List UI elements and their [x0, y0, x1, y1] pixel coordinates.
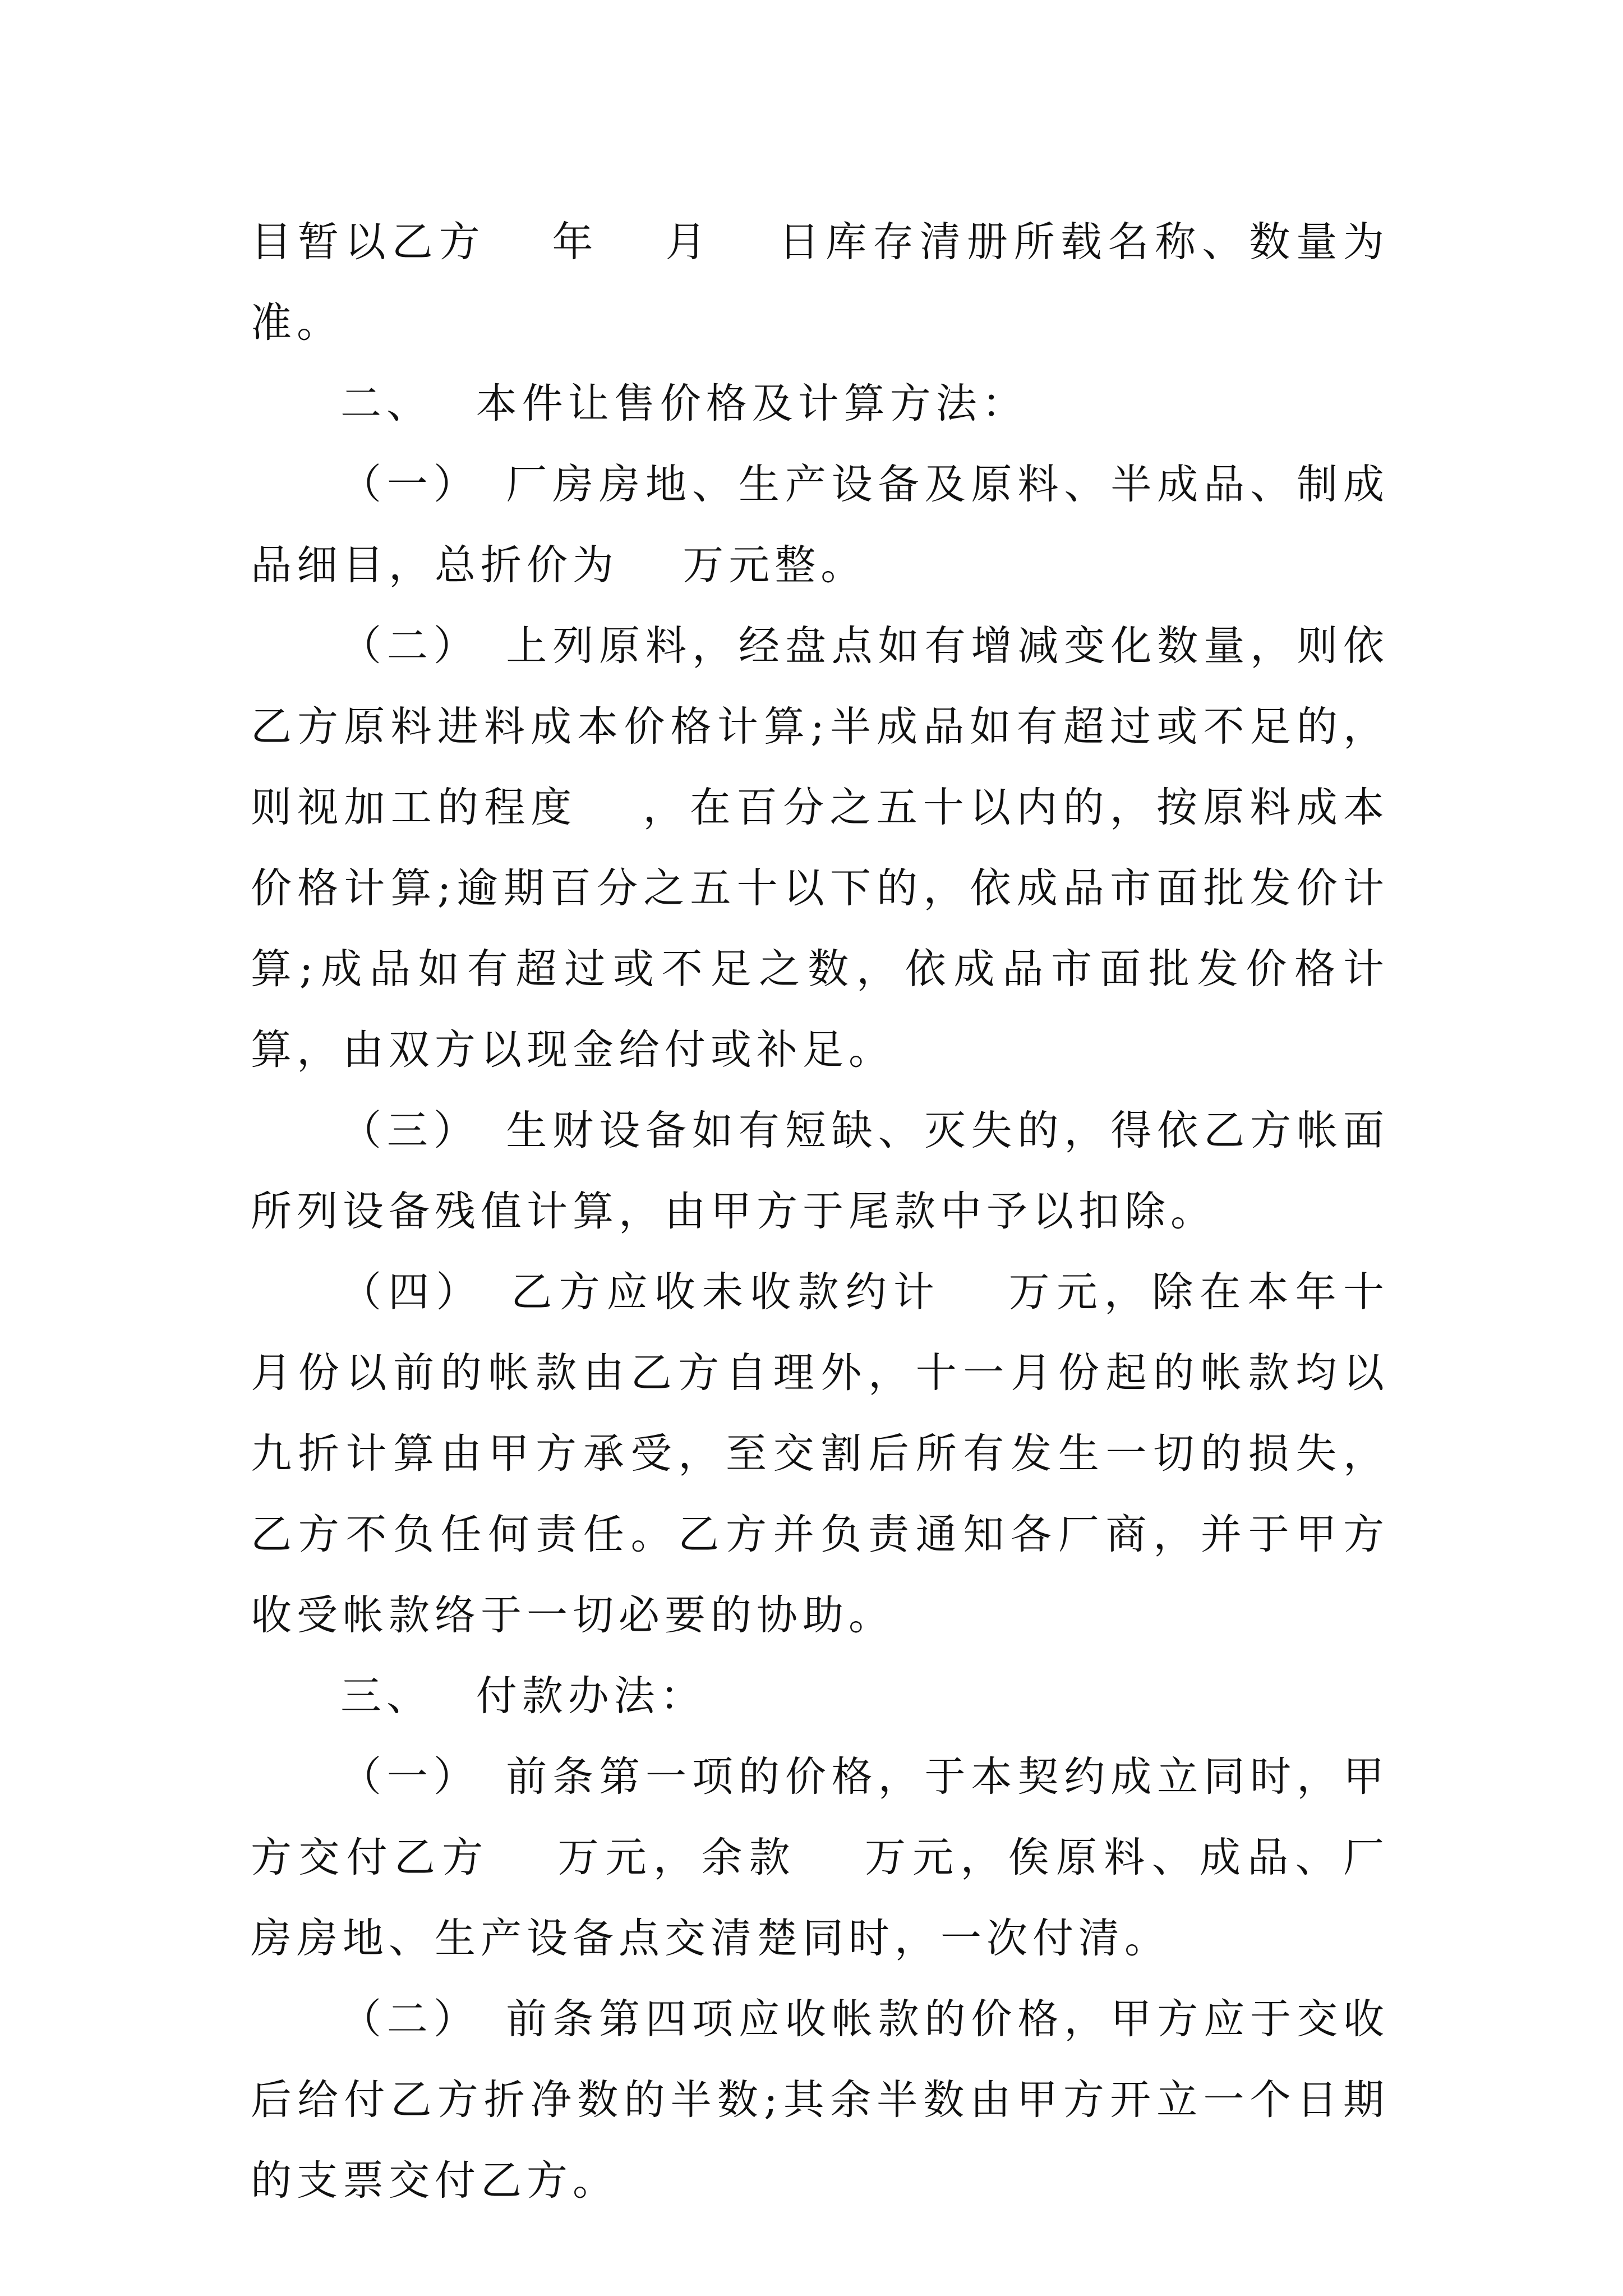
document-body	[251, 202, 1389, 2221]
paragraph-receivables: （四） 乙方应收未收款约计 万元，除在本年十月份以前的帐款由乙方自理外，十一月份起的帐款均以九折计算由甲方承受，至交割后所有发生一切的损失，乙方不负任何责任。乙方并负责通知各厂商，并于甲方收受帐款络于一切必要的协助。	[251, 1268, 1389, 1639]
heading-payment-method: 三、 付款办法：	[340, 1672, 706, 1720]
paragraph-raw-material-adjustment: （二） 上列原料，经盘点如有增减变化数量，则依乙方原料进料成本价格计算;半成品如有超过或不足的，则视加工的程度 ，在百分之五十以内的，按原料成本价格计算;逾期百分之五十以下的，依成品市面批发价计算;成品如有超过或不足之数，依成品市面批发价格计算，由双方以现金给付或补足。	[251, 622, 1389, 1074]
paragraph-total-price: （一） 厂房房地、生产设备及原料、半成品、制成品细目，总折价为 万元整。	[251, 461, 1389, 589]
paragraph-receivables-payment: （二） 前条第四项应收帐款的价格，甲方应于交收后给付乙方折净数的半数;其余半数由甲方开立一个日期的支票交付乙方。	[251, 1995, 1389, 2205]
paragraph-equipment-shortage: （三） 生财设备如有短缺、灭失的，得依乙方帐面所列设备残值计算，由甲方于尾款中予以扣除。	[251, 1107, 1389, 1235]
heading-price-calculation: 二、 本件让售价格及计算方法：	[340, 380, 1028, 427]
paragraph-inventory-basis: 目暂以乙方 年 月 日库存清册所载名称、数量为准。	[251, 218, 1389, 347]
paragraph-first-payment: （一） 前条第一项的价格，于本契约成立同时，甲方交付乙方 万元，余款 万元，俟原料、成品、厂房房地、生产设备点交清楚同时，一次付清。	[251, 1753, 1389, 1962]
